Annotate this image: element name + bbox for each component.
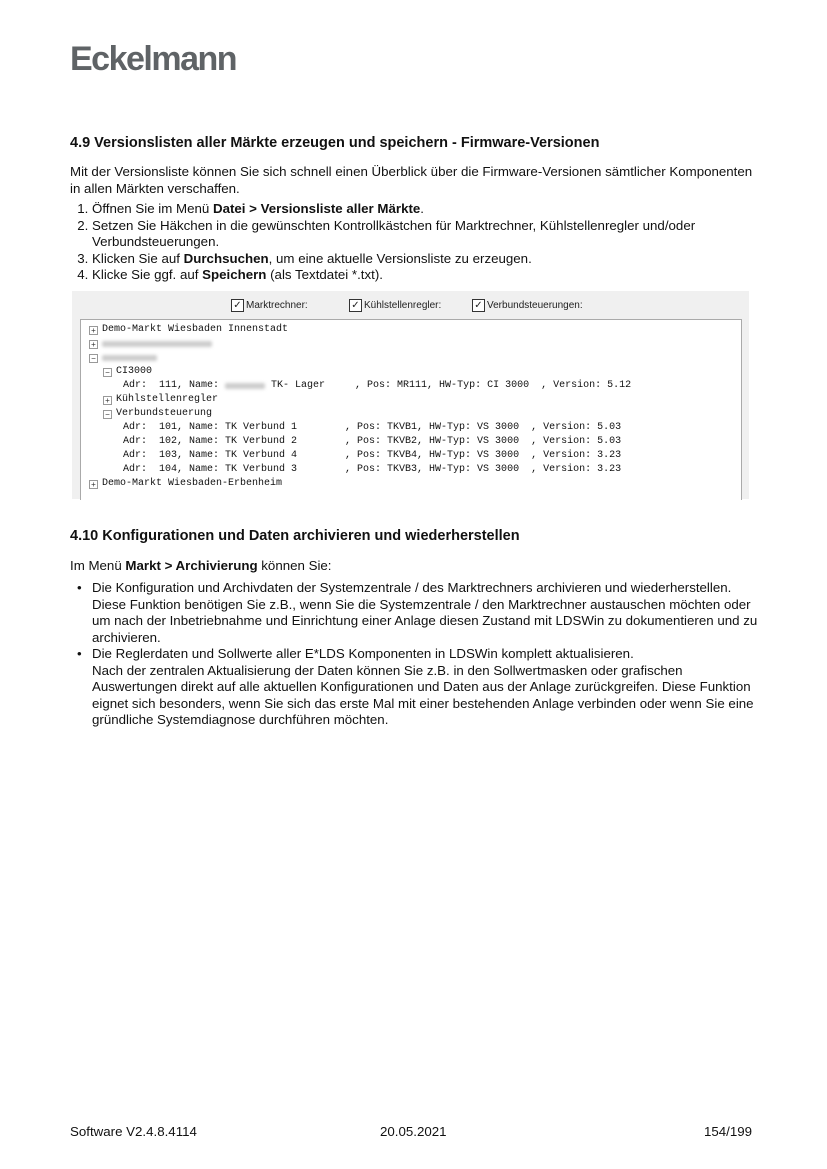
eckelmann-logo: Eckelmann [70, 40, 237, 78]
node-label: CI3000 [116, 366, 153, 377]
checkmark-icon: ✓ [472, 299, 485, 312]
node-label: Verbundsteuerung [116, 408, 213, 419]
checkbox-kuehlstellenregler[interactable] [349, 299, 441, 312]
checkbox-label: Kühlstellenregler: [364, 300, 442, 311]
tree-node-market-blurred[interactable] [89, 351, 157, 365]
blurred-label [102, 355, 157, 361]
collapse-icon[interactable]: − [103, 368, 112, 377]
step: 2. Setzen Sie Häkchen in die gewünschten Kontrollkästchen für Marktrechner, Kühlstellenregler und/oder Verbundsteuerungen. [92, 218, 760, 251]
checkbox-verbundsteuerungen[interactable] [472, 299, 583, 312]
bullet-item: • Die Reglerdaten und Sollwerte aller E*LDS Komponenten in LDSWin komplett aktualisieren. Nach der zentralen Aktualisierung der Daten können Sie z.B. in den Sollwertmasken oder grafischen Auswertungen direkt auf alle aktuellen Konfigurationen und Daten aus der Anlage zurückgreifen. Diese Funktion eignet sich besonders, wenn Sie sich das erste Mal mit einer bestehenden Anlage verbinden oder wenn Sie eine gründliche Systemdiagnose durchführen möchten. [92, 646, 760, 729]
bullet-item: • Die Konfiguration und Archivdaten der Systemzentrale / des Marktrechners archivieren und wiederherstellen. Diese Funktion benötigen Sie z.B., wenn Sie die Systemzentrale / den Marktrechner austauschen möchten oder um nach der Inbetriebnahme und Einrichtung einer Anlage diesen Zustand mit LDSWin zu dokumentieren und zu archivieren. [92, 580, 760, 646]
intro-paragraph: Mit der Versionsliste können Sie sich schnell einen Überblick über die Firmware-Versionen sämtlicher Komponenten in allen Märkten verschaffen. [70, 164, 753, 196]
tree-leaf-ci[interactable] [123, 379, 631, 393]
tree-leaf-vs[interactable]: Adr: 102, Name: TK Verbund 2 , Pos: TKVB2, HW-Typ: VS 3000 , Version: 5.03 [123, 436, 622, 447]
footer-software: Software V2.4.8.4114 [70, 1124, 197, 1139]
checkmark-icon: ✓ [349, 299, 362, 312]
checkmark-icon: ✓ [231, 299, 244, 312]
checkbox-label: Marktrechner: [246, 300, 308, 311]
version-list-screenshot [72, 291, 749, 499]
archive-bullets [70, 580, 760, 729]
tree-leaf-vs[interactable]: Adr: 104, Name: TK Verbund 3 , Pos: TKVB3, HW-Typ: VS 3000 , Version: 3.23 [123, 464, 622, 475]
steps-list [70, 201, 760, 284]
node-label: Kühlstellenregler [116, 394, 219, 405]
tree-node-kuehlstellenregler[interactable] [103, 393, 218, 407]
leaf-text: Adr: 111, Name: [123, 380, 226, 391]
step: 3. Klicken Sie auf Durchsuchen, um eine aktuelle Versionsliste zu erzeugen. [92, 251, 760, 268]
expand-icon[interactable]: + [89, 326, 98, 335]
collapse-icon[interactable]: − [89, 354, 98, 363]
expand-icon[interactable]: + [89, 480, 98, 489]
collapse-icon[interactable]: − [103, 410, 112, 419]
tree-node-verbundsteuerung[interactable] [103, 407, 212, 421]
step: 1. Öffnen Sie im Menü Datei > Versionsliste aller Märkte. [92, 201, 760, 218]
expand-icon[interactable]: + [103, 396, 112, 405]
footer-date: 20.05.2021 [380, 1124, 447, 1139]
checkbox-marktrechner[interactable] [231, 299, 308, 312]
tree-node-market-blurred[interactable] [89, 337, 212, 351]
blurred-label [102, 341, 212, 347]
archive-intro: Im Menü Markt > Archivierung können Sie: [70, 558, 332, 573]
blurred-label [225, 383, 265, 389]
checkbox-label: Verbundsteuerungen: [487, 300, 583, 311]
tree-node-market[interactable] [89, 477, 282, 491]
step: 4. Klicke Sie ggf. auf Speichern (als Textdatei *.txt). [92, 267, 760, 284]
tree-node-market[interactable] [89, 323, 288, 337]
tree-leaf-vs[interactable]: Adr: 103, Name: TK Verbund 4 , Pos: TKVB4, HW-Typ: VS 3000 , Version: 3.23 [123, 450, 622, 461]
tree-leaf-vs[interactable]: Adr: 101, Name: TK Verbund 1 , Pos: TKVB1, HW-Typ: VS 3000 , Version: 5.03 [123, 422, 622, 433]
version-tree[interactable] [80, 319, 742, 500]
leaf-text: TK- Lager , Pos: MR111, HW-Typ: CI 3000 , Version: 5.12 [265, 380, 632, 391]
tree-node-ci3000[interactable] [103, 365, 152, 379]
footer-page: 154/199 [704, 1124, 753, 1139]
expand-icon[interactable]: + [89, 340, 98, 349]
node-label: Demo-Markt Wiesbaden-Erbenheim [102, 478, 283, 489]
section-heading-4-9: 4.9 Versionslisten aller Märkte erzeugen und speichern - Firmware-Versionen [70, 135, 600, 151]
node-label: Demo-Markt Wiesbaden Innenstadt [102, 324, 289, 335]
section-heading-4-10: 4.10 Konfigurationen und Daten archivieren und wiederherstellen [70, 528, 520, 544]
